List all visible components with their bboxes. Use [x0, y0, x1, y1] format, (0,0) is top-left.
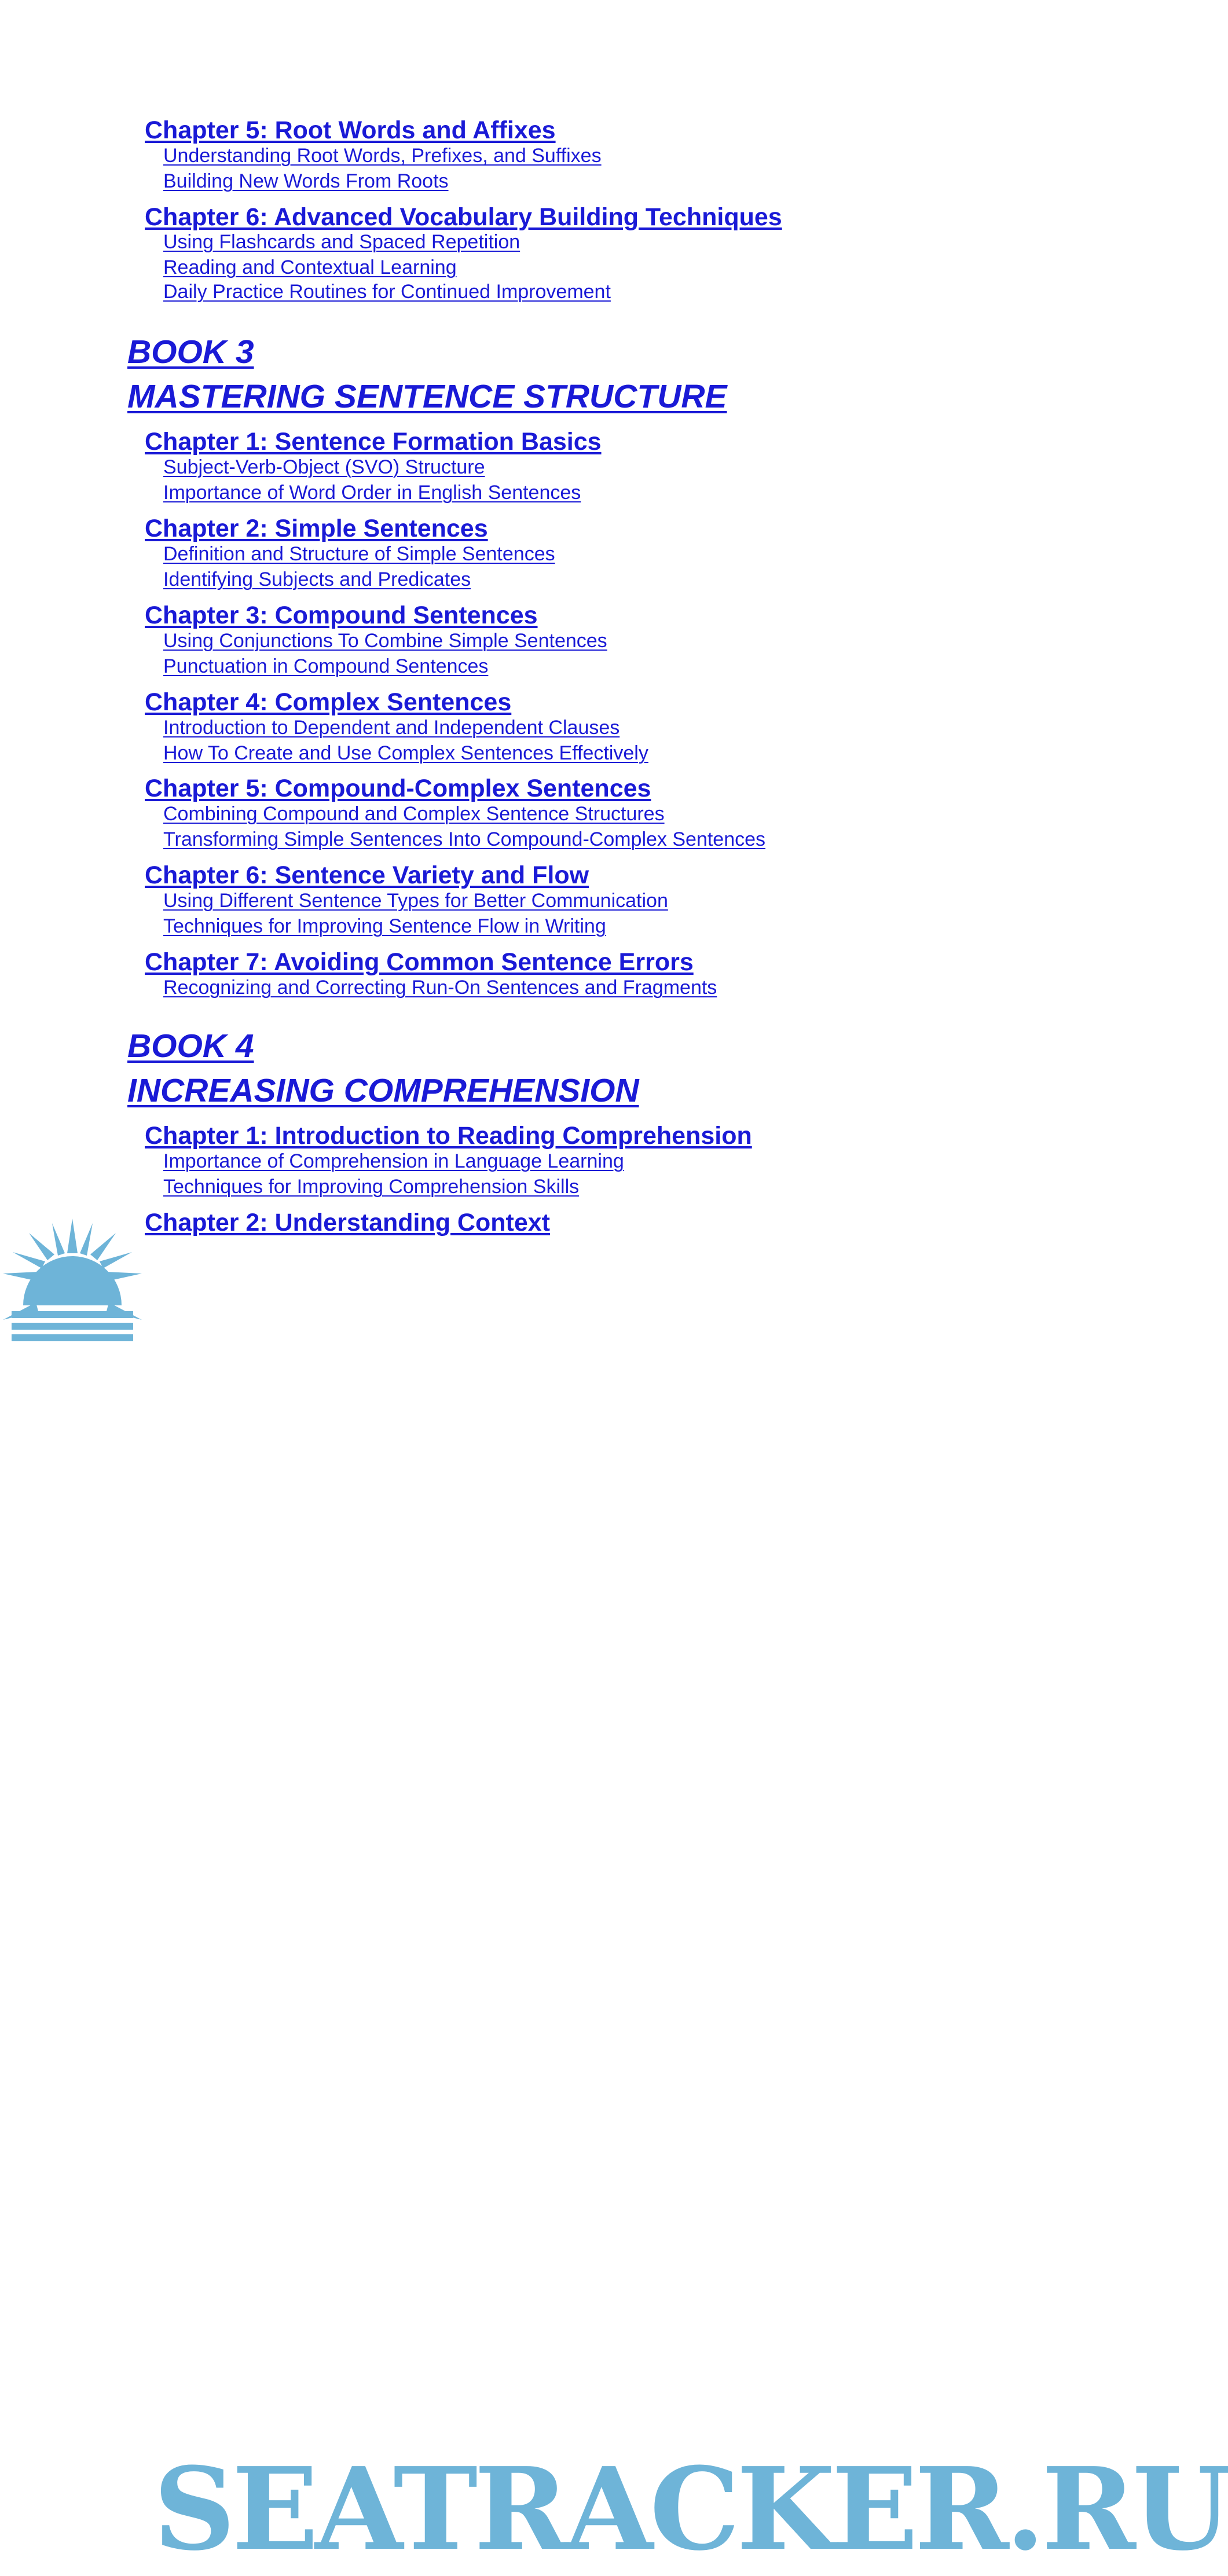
section-link[interactable]: Techniques for Improving Sentence Flow in Writing	[163, 915, 606, 937]
section-link[interactable]: Daily Practice Routines for Continued Improvement	[163, 281, 611, 303]
book-label[interactable]: BOOK 4	[127, 1028, 254, 1065]
chapter-link[interactable]: Chapter 6: Advanced Vocabulary Building Techniques	[145, 203, 782, 231]
section-link[interactable]: Techniques for Improving Comprehension Skills	[163, 1176, 580, 1198]
watermark	[0, 1219, 1228, 2576]
chapter-link[interactable]: Chapter 7: Avoiding Common Sentence Errors	[145, 948, 694, 976]
book-title[interactable]: INCREASING COMPREHENSION	[127, 1072, 639, 1109]
section-link[interactable]: Transforming Simple Sentences Into Compound-Complex Sentences	[163, 828, 766, 850]
section-link[interactable]: Recognizing and Correcting Run-On Sentences and Fragments	[163, 977, 717, 999]
chapter-link[interactable]: Chapter 4: Complex Sentences	[145, 688, 512, 716]
section-link[interactable]: Importance of Word Order in English Sentences	[163, 482, 581, 504]
section-link[interactable]: Building New Words From Roots	[163, 170, 449, 192]
table-of-contents	[0, 0, 957, 1352]
chapter-link[interactable]: Chapter 2: Understanding Context	[145, 1209, 550, 1236]
section-link[interactable]: Subject-Verb-Object (SVO) Structure	[163, 456, 485, 478]
chapter-link[interactable]: Chapter 6: Sentence Variety and Flow	[145, 861, 589, 889]
watermark-text: SEATRACKER.RU	[153, 2443, 1228, 2576]
chapter-link[interactable]: Chapter 3: Compound Sentences	[145, 601, 538, 629]
section-link[interactable]: Combining Compound and Complex Sentence Structures	[163, 803, 665, 825]
section-link[interactable]: Definition and Structure of Simple Sentences	[163, 543, 555, 565]
book-title[interactable]: MASTERING SENTENCE STRUCTURE	[127, 378, 727, 415]
chapter-link[interactable]: Chapter 1: Sentence Formation Basics	[145, 428, 602, 456]
section-link[interactable]: Using Conjunctions To Combine Simple Sentences	[163, 630, 607, 652]
section-link[interactable]: Understanding Root Words, Prefixes, and Suffixes	[163, 145, 602, 167]
chapter-link[interactable]: Chapter 5: Compound-Complex Sentences	[145, 775, 651, 802]
section-link[interactable]: Introduction to Dependent and Independent Clauses	[163, 717, 620, 739]
section-link[interactable]: Using Flashcards and Spaced Repetition	[163, 231, 520, 253]
sun-icon	[0, 1219, 145, 1352]
book-label[interactable]: BOOK 3	[127, 333, 254, 370]
chapter-link[interactable]: Chapter 5: Root Words and Affixes	[145, 116, 556, 144]
chapter-link[interactable]: Chapter 2: Simple Sentences	[145, 515, 488, 542]
section-link[interactable]: How To Create and Use Complex Sentences Effectively	[163, 742, 648, 764]
chapter-link[interactable]: Chapter 1: Introduction to Reading Comprehension	[145, 1122, 752, 1150]
section-link[interactable]: Identifying Subjects and Predicates	[163, 568, 471, 590]
section-link[interactable]: Importance of Comprehension in Language Learning	[163, 1150, 624, 1172]
section-link[interactable]: Using Different Sentence Types for Better Communication	[163, 890, 668, 912]
section-link[interactable]: Reading and Contextual Learning	[163, 256, 457, 278]
section-link[interactable]: Punctuation in Compound Sentences	[163, 655, 489, 677]
